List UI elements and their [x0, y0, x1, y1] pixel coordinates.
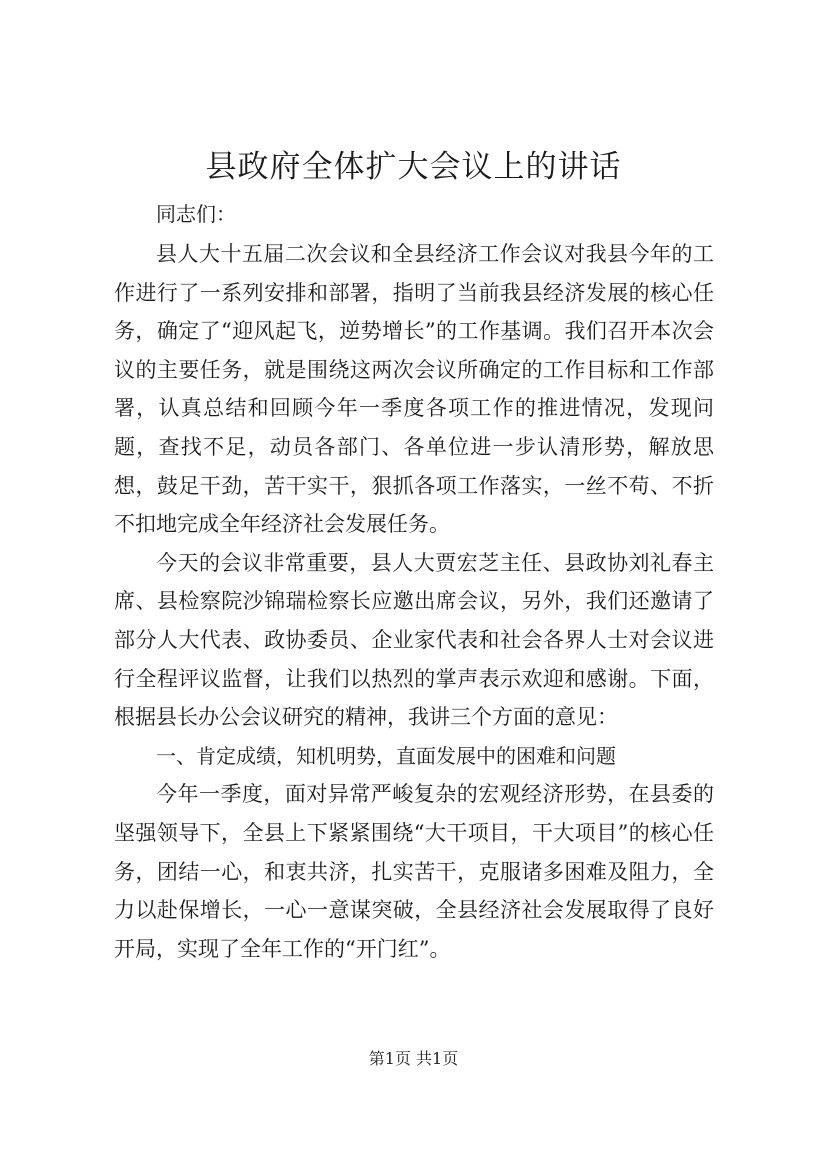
paragraph-welcome: 今天的会议非常重要，县人大贾宏芝主任、县政协刘礼春主席、县检察院沙锦瑞检察长应邀出席会议，另外，我们还邀请了部分人大代表、政协委员、企业家代表和社会各界人士对会议进行全程评议监督，让我们以热烈的掌声表示欢迎和感谢。下面，根据县长办公会议研究的精神，我讲三个方面的意见： [114, 550, 714, 730]
document-body [114, 235, 714, 968]
salutation: 同志们： [156, 202, 236, 226]
document-title: 县政府全体扩大会议上的讲话 [205, 149, 622, 185]
page-number-footer: 第1页 共1页 [368, 1049, 459, 1068]
section-heading: 一、肯定成绩，知机明势，直面发展中的困难和问题 [156, 743, 616, 768]
paragraph-section-one: 今年一季度，面对异常严峻复杂的宏观经济形势，在县委的坚强领导下，全县上下紧紧围绕“大干项目，干大项目”的核心任务，团结一心，和衷共济，扎实苦干，克服诸多困难及阻力，全力以赴保增长，一心一意谋突破，全县经济社会发展取得了良好开局，实现了全年工作的“开门红”。 [114, 782, 714, 961]
paragraph-intro: 县人大十五届二次会议和全县经济工作会议对我县今年的工作进行了一系列安排和部署，指明了当前我县经济发展的核心任务，确定了“迎风起飞，逆势增长”的工作基调。我们召开本次会议的主要任务，就是围绕这两次会议所确定的工作目标和工作部署，认真总结和回顾今年一季度各项工作的推进情况，发现问题，查找不足，动员各部门、各单位进一步认清形势，解放思想，鼓足干劲，苦干实干，狠抓各项工作落实，一丝不苟、不折不扣地完成全年经济社会发展任务。 [114, 242, 714, 537]
